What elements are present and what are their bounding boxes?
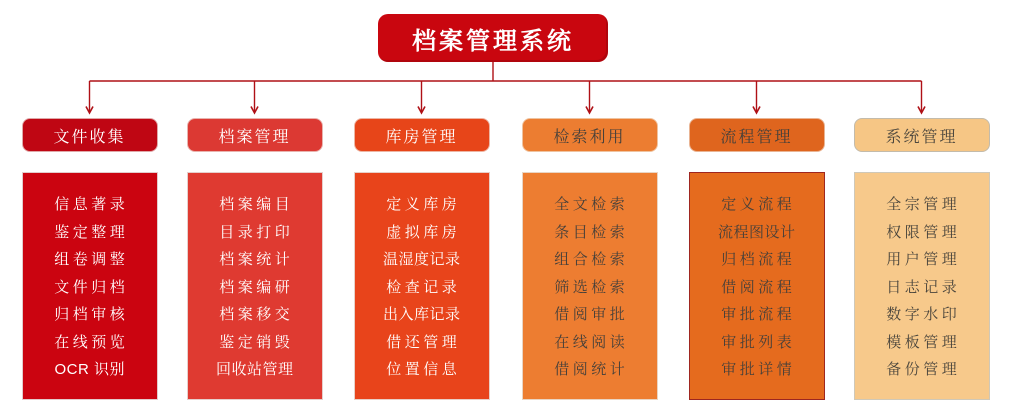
list-item: 审批详情 [721,361,796,378]
branch-file-collection [22,118,158,400]
list-item: 筛选检索 [554,278,629,296]
list-item: 出入库记录 [382,306,461,323]
list-item: 在线阅读 [554,333,629,351]
list-item: 组卷调整 [54,251,129,268]
list-item: 归档审核 [54,306,129,323]
list-item: 组合检索 [554,251,629,268]
list-item: 鉴定销毁 [219,333,294,351]
list-item: 用户管理 [886,251,961,268]
root-node: 档案管理系统 [378,14,608,62]
list-item: 模板管理 [886,333,961,351]
branch-warehouse-management [354,118,490,400]
list-item: 虚拟库房 [386,223,461,241]
branch-header: 系统管理 [854,118,990,152]
branch-header: 流程管理 [689,118,825,152]
list-item: 温湿度记录 [382,251,461,268]
branch-item-list [187,172,323,400]
list-item: 权限管理 [886,223,961,241]
list-item: OCR 识别 [54,361,125,378]
branch-archive-management [187,118,323,400]
list-item: 借阅统计 [554,361,629,378]
branch-header: 检索利用 [522,118,658,152]
branch-search-utilization [522,118,658,400]
list-item: 档案编目 [219,196,294,213]
list-item: 回收站管理 [215,361,294,378]
list-item: 借阅审批 [554,306,629,323]
list-item: 位置信息 [386,361,461,378]
list-item: 全宗管理 [886,196,961,213]
branch-header: 文件收集 [22,118,158,152]
list-item: 在线预览 [54,333,129,351]
branch-system-management [854,118,990,400]
branch-process-management [689,118,825,400]
list-item: 档案移交 [219,306,294,323]
list-item: 定义库房 [386,196,461,213]
branch-item-list [354,172,490,400]
list-item: 流程图设计 [717,223,796,241]
list-item: 条目检索 [554,223,629,241]
branch-item-list [854,172,990,400]
list-item: 备份管理 [886,361,961,378]
list-item: 鉴定整理 [54,223,129,241]
list-item: 档案统计 [219,251,294,268]
list-item: 日志记录 [886,278,961,296]
list-item: 归档流程 [721,251,796,268]
list-item: 审批列表 [721,333,796,351]
list-item: 检查记录 [386,278,461,296]
list-item: 审批流程 [721,306,796,323]
list-item: 目录打印 [219,223,294,241]
list-item: 档案编研 [219,278,294,296]
list-item: 定义流程 [721,196,796,213]
list-item: 文件归档 [54,278,129,296]
list-item: 借阅流程 [721,278,796,296]
list-item: 数字水印 [886,306,961,323]
list-item: 信息著录 [54,196,129,213]
branch-item-list [689,172,825,400]
branch-header: 档案管理 [187,118,323,152]
branch-header: 库房管理 [354,118,490,152]
branch-item-list [22,172,158,400]
list-item: 借还管理 [386,333,461,351]
list-item: 全文检索 [554,196,629,213]
branch-item-list [522,172,658,400]
